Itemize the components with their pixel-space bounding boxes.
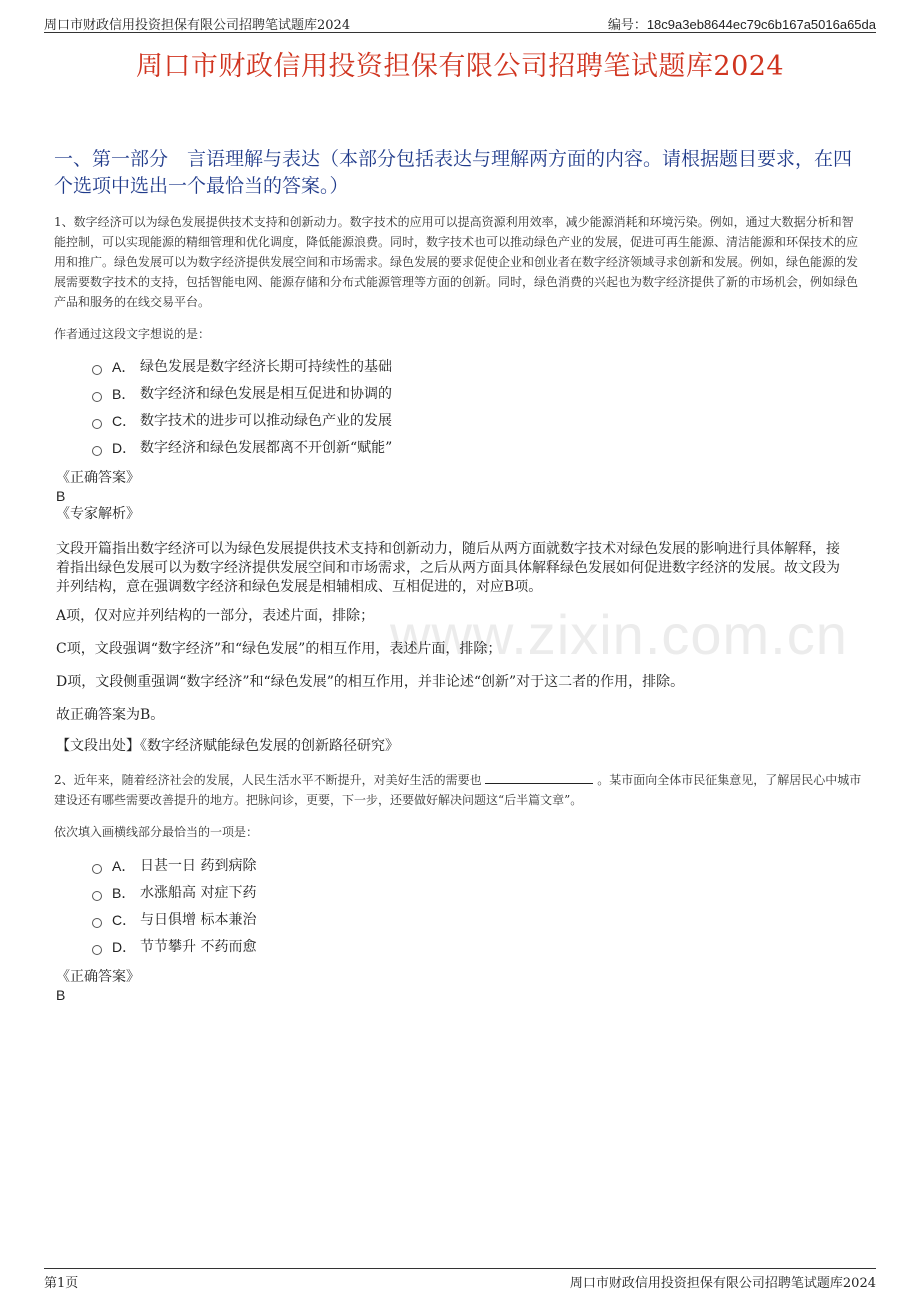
answer-label: 《正确答案》 — [56, 969, 140, 985]
radio-icon[interactable] — [92, 891, 102, 901]
option-text: 与日俱增 标本兼治 — [140, 912, 257, 928]
footer-title: 周口市财政信用投资担保有限公司招聘笔试题库2024 — [569, 1276, 876, 1291]
analysis-label: 《专家解析》 — [56, 506, 140, 522]
page-title: 周口市财政信用投资担保有限公司招聘笔试题库2024 — [135, 51, 785, 82]
question-1-text: 1、数字经济可以为绿色发展提供技术支持和创新动力。数字技术的应用可以提高资源利用效率，减少能源消耗和环境污染。例如，通过大数据分析和智能控制，可以实现能源的精细管理和优化调度，降低能源浪费。同时，数字技术也可以推动绿色产业的发展，促进可再生能源、清洁能源和环保技术的应用和推广。绿色发展可以为数字经济提供发展空间和市场需求。绿色发展的要求促使企业和创业者在数字经济领域寻求创新和发展。例如，绿色能源的发展需要数字技术的支持，包括智能电网、能源存储和分布式能源管理等方面的创新。同时，绿色消费的兴起也为数字经济提供了新的市场机会，例如绿色产品和服务的在线交易平台。 — [54, 215, 859, 309]
option-d[interactable] — [92, 435, 392, 462]
radio-icon[interactable] — [92, 392, 102, 402]
option-a[interactable] — [92, 853, 256, 880]
option-text: 节节攀升 不药而愈 — [140, 939, 257, 955]
question-2-answer — [56, 968, 140, 1004]
option-key: C． — [112, 912, 137, 928]
analysis-option-c: C项，文段强调“数字经济”和“绿色发展”的相互作用，表述片面，排除； — [56, 641, 502, 657]
analysis-option-d: D项，文段侧重强调“数字经济”和“绿色发展”的相互作用，并非论述“创新”对于这二者的作用，排除。 — [56, 674, 685, 690]
question-2-options — [92, 853, 256, 961]
answer-value: B — [56, 488, 66, 504]
radio-icon[interactable] — [92, 864, 102, 874]
radio-icon[interactable] — [92, 945, 102, 955]
option-b[interactable] — [92, 880, 256, 907]
option-key: A． — [112, 359, 136, 375]
option-key: D． — [112, 939, 137, 955]
option-c[interactable] — [92, 907, 256, 934]
option-c[interactable] — [92, 408, 392, 435]
option-text: 数字经济和绿色发展是相互促进和协调的 — [140, 386, 392, 402]
analysis-conclusion: 故正确答案为B。 — [56, 707, 165, 723]
radio-icon[interactable] — [92, 365, 102, 375]
option-text: 水涨船高 对症下药 — [140, 885, 257, 901]
page-header — [44, 12, 876, 33]
option-key: C． — [112, 413, 137, 429]
question-2-text-after: 。某市面向全体市民征集意见，了解居民心中城市建设还有哪些需要改善提升的地方。把脉问诊，更要，下一步，还要做好解决问题这“后半篇文章”。 — [54, 773, 862, 807]
passage-source: 【文段出处】《数字经济赋能绿色发展的创新路径研究》 — [56, 738, 399, 754]
option-key: A． — [112, 858, 136, 874]
header-title: 周口市财政信用投资担保有限公司招聘笔试题库2024 — [44, 18, 351, 33]
radio-icon[interactable] — [92, 419, 102, 429]
option-key: B． — [112, 386, 136, 402]
watermark: www.zixin.com.cn — [390, 603, 848, 666]
question-1-options — [92, 354, 392, 462]
section-heading: 一、第一部分 言语理解与表达（本部分包括表达与理解两方面的内容。请根据题目要求，在四个选项中选出一个最恰当的答案。） — [54, 148, 853, 197]
option-key: B． — [112, 885, 136, 901]
question-2-prompt: 依次填入画横线部分最恰当的一项是： — [54, 825, 259, 839]
radio-icon[interactable] — [92, 918, 102, 928]
radio-icon[interactable] — [92, 446, 102, 456]
option-b[interactable] — [92, 381, 392, 408]
option-text: 数字技术的进步可以推动绿色产业的发展 — [140, 413, 392, 429]
option-key: D． — [112, 440, 137, 456]
option-a[interactable] — [92, 354, 392, 381]
question-2-text-before: 2、近年来，随着经济社会的发展，人民生活水平不断提升，对美好生活的需要也 — [54, 773, 482, 787]
analysis-text: 文段开篇指出数字经济可以为绿色发展提供技术支持和创新动力，随后从两方面就数字技术对绿色发展的影响进行具体解释，接着指出绿色发展可以为数字经济提供发展空间和市场需求，之后从两方面具体解释绿色发展如何促进数字经济的发展。故文段为并列结构，意在强调数字经济和绿色发展是相辅相成、互相促进的，对应B项。 — [56, 541, 840, 595]
option-text: 绿色发展是数字经济长期可持续性的基础 — [140, 359, 392, 375]
fill-blank — [485, 771, 593, 784]
header-doc-number: 编号：18c9a3eb8644ec79c6b167a5016a65da — [607, 17, 876, 32]
option-text: 数字经济和绿色发展都离不开创新“赋能” — [140, 440, 393, 456]
question-1-prompt: 作者通过这段文字想说的是： — [54, 327, 211, 341]
page-number: 第1页 — [44, 1276, 79, 1291]
question-1-answer — [56, 469, 140, 523]
option-text: 日甚一日 药到病除 — [140, 858, 257, 874]
option-d[interactable] — [92, 934, 256, 961]
answer-value: B — [56, 987, 66, 1003]
analysis-option-a: A项，仅对应并列结构的一部分，表述片面，排除； — [56, 608, 375, 624]
page-footer — [44, 1268, 876, 1289]
answer-label: 《正确答案》 — [56, 470, 140, 486]
question-2-text — [54, 770, 864, 810]
